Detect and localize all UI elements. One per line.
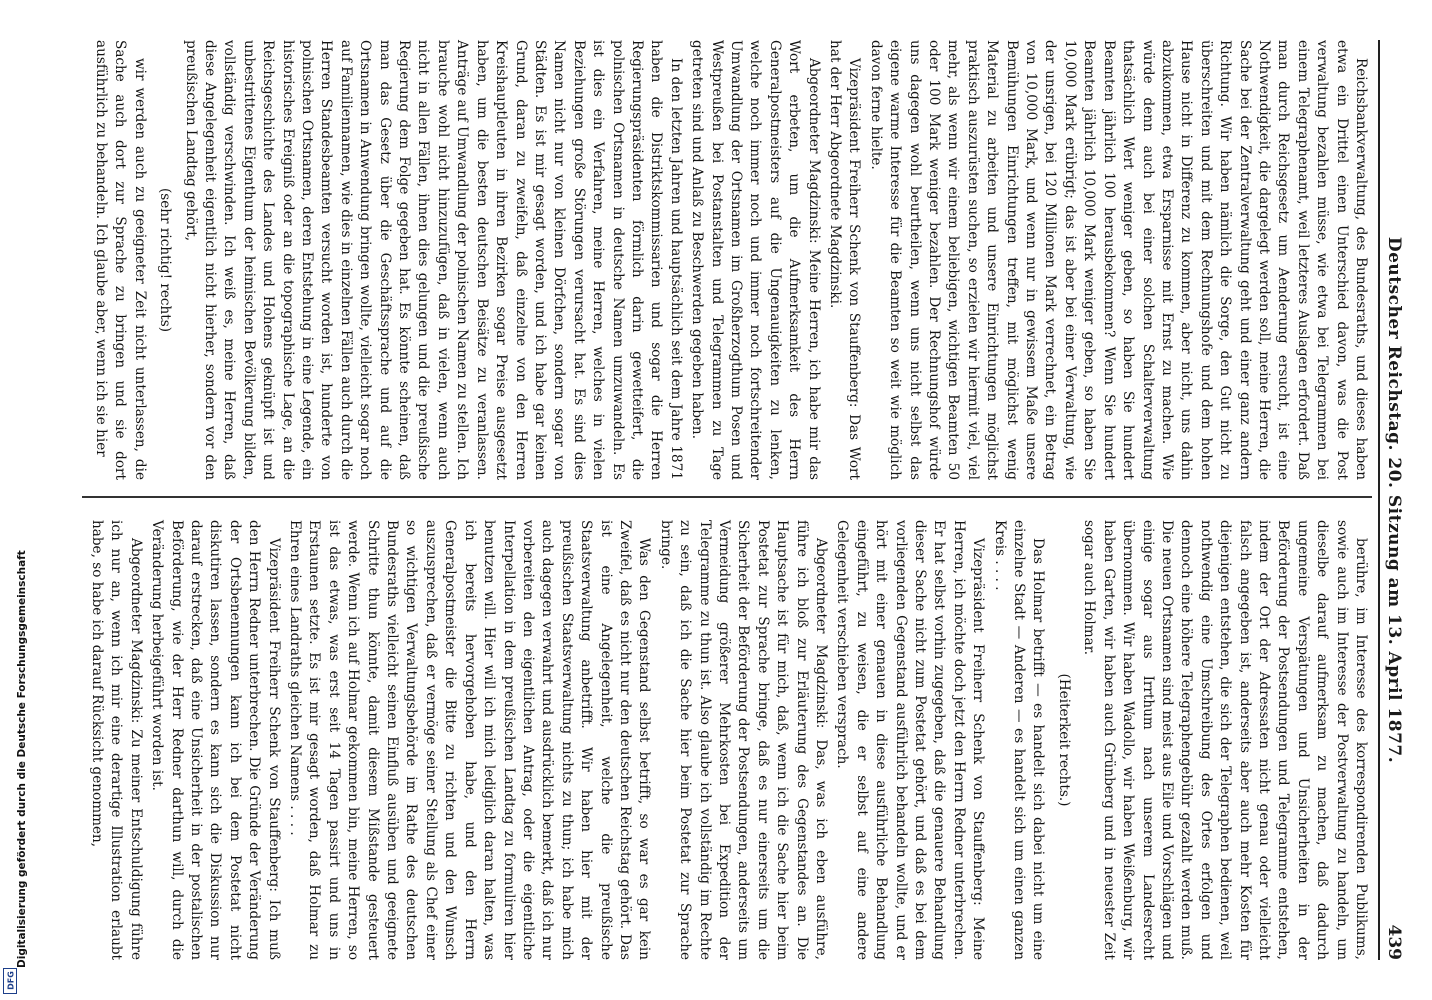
- header-rule: [1378, 40, 1380, 960]
- column-divider: [82, 496, 1372, 498]
- paragraph: wir werden auch zu geeigneter Zeit nicht unterlassen, die Sache auch dort zur Sprache zu bringen und sie dort ausführlich zu behandeln. Ich glaube aber, wenn ich sie hier: [93, 40, 148, 480]
- digitization-credit: [2, 0, 28, 1000]
- page-number: 439: [1384, 924, 1404, 960]
- paragraph: Abgeordneter Magdzinski: Meine Herren, ich habe mir das Wort erbeten, um die Aufmerksamkeit des Herrn Generalpostmeisters auf die Ungenauigkeiten zu lenken, welche noch immer noch und immer noch fortschreitender Umwandlung der Ortsnamen im Großherzogthum Posen und Westpreußen bei Postanstalten und Telegrammen zu Tage getreten sind und Anlaß zu Beschwerden gegeben haben.: [689, 40, 822, 480]
- paragraph: Vizepräsident Freiherr Schenk von Stauffenberg: Ich muß den Herrn Redner unterbrechen. Die Gründe der Veränderung der Ortsbenennungen kann ich bei dem Postetat nicht diskutiren lassen, sondern es kann sich die Diskussion nur darauf erstrecken, daß eine Unsicherheit in der postalischen Beförderung, wie der Herr Redner darthun will, durch die Veränderung herbeigeführt worden ist.: [149, 520, 282, 960]
- paragraph: Reichsbankverwaltung, des Bundesraths, und dieses haben etwa ein Drittel einen Unterschied davon, was die Post verwaltung bezahlen müsse, wie etwa bei Telegrammen bei einem Telegraphenamt, weil letzteres Auslagen erfordert. Daß man durch Reichsgesetz um Aenderung ersucht, ist eine Nothwendigkeit, die dargelegt werden soll, meine Herren, die Sache bei der Zentralverwaltung geht und einer ganz andern Richtung. Wir haben nämlich die Sorge, den Gut nicht zu überschreiten und mit dem Rechnungshofe und dem hohen Hause nicht in Differenz zu kommen, aber nicht, uns dahin abzukommen, etwa Ersparnisse mit Ernst zu machen. Wie würde denn auch bei einer solchen Schalterverwaltung thatsächlich Wert weniger geben, so haben Sie hundert Beamten jährlich 100 herausbekommen? Wenn Sie hundert Beamten jährlich 10,000 Mark weniger geben, so haben Sie 10,000 Mark erübrigt; das ist aber bei einer Verwaltung, wie der unsrigen, bei 120 Millionen Mark verrechnet, ein Betrag von 10,000 Mark, und wenn nur in gewissem Maße unsere Bemühungen Einrichtungen treffen, mit möglichst wenig Material zu arbeiten und unsere Einrichtungen möglichst praktisch auszurüsten suchen, so erzielen wir hiermit viel, viel mehr, als wenn wir einem beliebigen, wichtigen Beamten 50 oder 100 Mark weniger bezahlen. Der Rechnungshof würde uns dagegen wohl beurtheilen, wenn uns nicht selbst das eigene warme Interesse für die Beamten so weit wie möglich davon ferne hielte.: [867, 40, 1369, 480]
- dfg-logo-text: DFG: [6, 971, 16, 990]
- paragraph: Abgeordneter Magdzinski: Das, was ich eben ausführe, führe ich bloß zur Erläuterung des Gegenstandes an. Die Hauptsache ist für mich, daß, wenn ich die Sache hier beim Postetat zur Sprache bringe, daß es nur einerseits um die Sicherheit der Beförderung der Postsendungen, anderseits um Vermeidung größerer Mehrkosten bei Expedition der Telegramme zu thun ist. Also glaube ich vollständig im Rechte zu sein, daß ich die Sache hier beim Postetat zur Sprache bringe.: [657, 520, 830, 960]
- text-column-first: [93, 40, 1370, 480]
- dfg-logo: [3, 968, 17, 994]
- interjection: (Heiterkeit rechts.): [1055, 673, 1072, 807]
- rotated-page: [90, 0, 1410, 1000]
- paragraph: berühre, im Interesse des korrespondirenden Publikums, sowie auch im Interesse der Postverwaltung zu handeln, um dieselbe darauf aufmerksam zu machen, daß dadurch ungemeine Verspätungen und Unsicherheiten in der Beförderung der Postsendungen und Telegramme entstehen, indem der Ort der Adressaten nicht genau oder vielleicht falsch angegeben ist, anderseits aber auch mehr Kosten für diejenigen entstehen, die sich der Telegraphen bedienen, weil nothwendig eine Umschreibung des Ortes erfolgen und dennoch eine höhere Telegraphengebühr gezahlt werden muß. Die neuen Ortsnamen sind meist aus Eile und Vorschlägen und einige sogar aus Irrthum nach unserem Landesrecht übernommen. Wir haben Wadollo, wir haben Weißenburg, wir haben Garten, wir haben auch Grünberg und in neuester Zeit sogar auch Holmar.: [1081, 520, 1369, 960]
- credit-text: Digitalisierung gefördert durch die Deutsche Forschungsgemeinschaft: [16, 550, 28, 968]
- interjection: (sehr richtig! rechts): [157, 187, 174, 333]
- running-head: [1380, 40, 1404, 960]
- running-head-title: Deutscher Reichstag. 20. Sitzung am 13. April 1877.: [1384, 236, 1404, 764]
- paragraph: Das Holmar betrifft — es handelt sich dabei nicht um eine einzelne Stadt — Anderen — es handelt sich um einen ganzen Kreis . . . .: [991, 520, 1047, 960]
- paragraph: Abgeordneter Magdzinski: Zu meiner Entschuldigung führe ich nur an, wenn ich mir eine derartige Illustration erlaubt habe, so habe ich darauf Rücksicht genommen,: [89, 520, 144, 960]
- paragraph: Was den Gegenstand selbst betrifft, so war es gar kein Zweifel, daß es nicht nur den deutschen Reichstag gehört. Das ist eine Angelegenheit, welche die preußische Staatsverwaltung anbetrifft. Wir haben hier mit der preußischen Staatsverwaltung nichts zu thun; ich habe mich auch dagegen verwahrt und ausdrücklich bemerkt, daß ich nur vorbereiten den eigentlichen Antrag, oder die eigentliche Interpellation in dem preußischen Landtag zu formuliren hier benutzen will. Hier will ich mich lediglich daran halten, was ich bereits hervorgehoben habe, und den Herrn Generalpostmeister die Bitte zu richten und den Wunsch auszusprechen, daß er vermöge seiner Stellung als Chef einer so wichtigen Verwaltungsbehörde im Rathe des deutschen Bundesraths vielleicht seinen Einfluß ausüben und geeignete Schritte thun könnte, damit diesem Mißstande gesteuert werde. Wenn ich auf Holmar gekommen bin, meine Herren, so ist das etwas, was erst seit 14 Tagen passirt und uns in Erstaunen setzte. Es ist mir gesagt worden, daß Holmar zu Ehren eines Landraths gleichen Namens . . . .: [287, 520, 653, 960]
- paragraph: Vizepräsident Freiherr Schenk von Stauffenberg: Das Wort hat der Herr Abgeordnete Magdzinski.: [827, 40, 863, 480]
- paragraph: In den letzten Jahren und hauptsächlich seit dem Jahre 1871 haben die Distriktskommissarien und sogar die Herren Regierungspräsidenten förmlich darin gewetteifert, die polnischen Ortsnamen in deutsche Namen umzuwandeln. Es ist dies ein Verfahren, meine Herren, welches in vielen Beziehungen große Störungen verursacht hat. Es sind dies Namen nicht nur von kleinen Dörfchen, sondern sogar von Städten. Es ist mir gesagt worden, und ich habe gar keinen Grund, daran zu zweifeln, daß einzelne von den Herren Kreishauptleuten in ihren Bezirken sogar Preise ausgesetzt haben, um die besten deutschen Beisätze zu veranlassen. Anträge auf Umwandlung der polnischen Namen zu stellen. Ich brauche wohl nicht hinzuzufügen, daß in vielen, wenn auch nicht in allen Fällen, ihnen dies gelungen und die preußische Regierung dem Folge gegeben hat. Es könnte scheinen, daß man das Gesetz über die Geschäftssprache und auf die Ortsnamen in Anwendung bringen wollte, vielleicht sogar noch auf Familiennamen, wie dies in einzelnen Fällen auch durch die Herren Standesbeamten versucht worden ist, hunderte von polnischen Ortsnamen, deren Entstehung in eine Legende, ein historisches Ereigniß oder an die topographische Lage, an die Reichsgeschichte des Landes und Hohens geknüpft ist und unbestrittenes Eigenthum der heimischen Bevölkerung bilden, vollständig verschwinden. Ich weiß es, meine Herren, daß diese Angelegenheit eigentlich nicht hierher, sondern vor den preußischen Landtag gehört,: [182, 40, 684, 480]
- text-column-second: [89, 520, 1370, 960]
- paragraph: Vizepräsident Freiherr Schenk von Stauffenberg: Meine Herren, ich möchte doch jetzt den Herrn Redner unterbrechen. Er hat selbst vorhin zugegeben, daß die genauere Behandlung dieser Sache nicht zum Postetat gehört, und daß es bei dem vorliegenden Gegenstand ausführlich behandeln wollte, und er hört mit einer genauen in diese ausführliche Behandlung eingeführt, zu weisen, die er selbst auf eine andere Gelegenheit verschieben versprach.: [834, 520, 987, 960]
